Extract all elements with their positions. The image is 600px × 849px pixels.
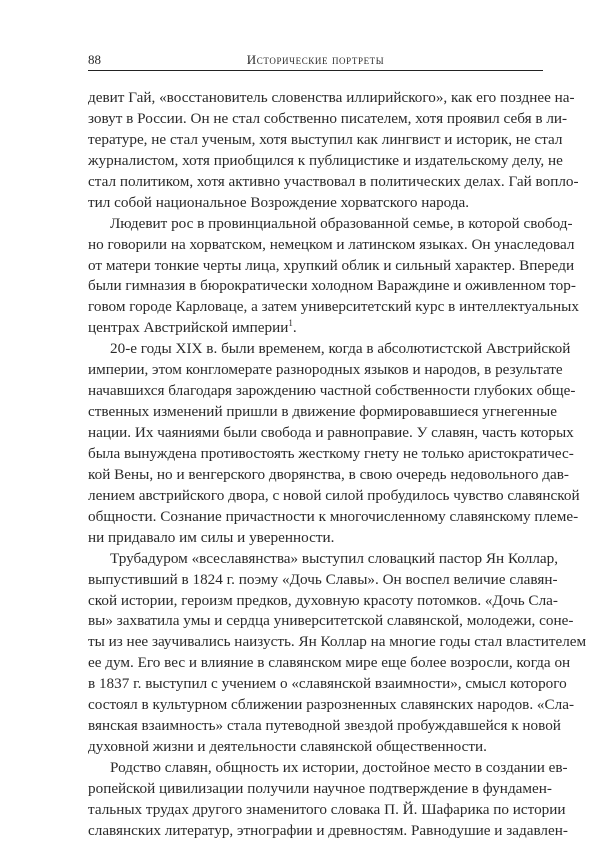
text-line — [88, 528, 543, 549]
text-line — [88, 151, 563, 172]
text-line — [88, 193, 543, 214]
line-text: тературе, не стал ученым, хотя выступил как лингвист и историк, не стал — [88, 130, 563, 148]
text-line — [88, 172, 579, 193]
line-text: ни придавало им силы и уверенности. — [88, 528, 335, 546]
text-line — [88, 779, 552, 800]
paragraph — [88, 88, 579, 214]
text-line — [88, 423, 574, 444]
line-text: кой Вены, но и венгерского дворянства, в свою очередь недовольного дав- — [88, 465, 569, 483]
body-text — [88, 88, 587, 842]
text-line — [88, 256, 575, 277]
paragraph — [88, 339, 580, 548]
line-text: ственных изменений пришли в движение формировавшиеся угнегенные — [88, 403, 557, 421]
page-number: 88 — [88, 52, 101, 67]
line-text: стал политиком, хотя активно участвовал в политических делах. Гай вопло- — [88, 172, 579, 190]
text-line — [88, 318, 543, 339]
text-line — [88, 758, 568, 779]
text-line — [88, 214, 573, 235]
paragraph — [88, 758, 568, 842]
text-line — [88, 276, 576, 297]
text-line — [88, 360, 563, 381]
text-line — [88, 109, 568, 130]
running-header — [88, 50, 543, 71]
line-text: ропейской цивилизации получили научное подтверждение в фундамен- — [88, 779, 552, 797]
line-text: вянская взаимность» стала путеводной звездой пробуждавшейся к новой — [88, 717, 561, 735]
footnote-mark[interactable]: 1 — [288, 318, 293, 329]
line-text: центрах Австрийской империи — [88, 319, 289, 337]
paragraph — [88, 214, 579, 340]
text-line — [88, 444, 574, 465]
text-line — [88, 88, 575, 109]
line-text: 20-е годы XIX в. были временем, когда в абсолютистской Австрийской — [110, 340, 571, 358]
line-text: ты из нее заучивались наизусть. Ян Коллар на многие годы стал властителем — [88, 633, 587, 651]
line-text: Людевит рос в провинциальной образованной семье, в которой свобод- — [110, 214, 573, 232]
text-line — [88, 821, 568, 842]
text-line — [88, 486, 580, 507]
line-text: от матери тонкие черты лица, хрупкий облик и сильный характер. Впереди — [88, 256, 575, 274]
text-line — [88, 674, 567, 695]
line-text: были гимназия в бюрократически холодном Вараждине и оживленном тор- — [88, 277, 576, 295]
text-line — [88, 507, 579, 528]
text-line — [88, 570, 558, 591]
text-line — [88, 632, 587, 653]
text-line — [88, 381, 576, 402]
line-text: славянских литератур, этнографии и древностям. Равнодушие и задавлен- — [88, 821, 568, 839]
line-text: выпустивший в 1824 г. поэму «Дочь Славы». Он воспел величие славян- — [88, 570, 558, 588]
line-text: состоял в культурном сближении разрозненных славянских народов. «Сла- — [88, 696, 575, 714]
line-text: в 1837 г. выступил с учением о «славянской взаимности», смысл которого — [88, 675, 567, 693]
text-line — [88, 130, 563, 151]
line-text: журналистом, хотя приобщился к публицистике и издательскому делу, не — [88, 151, 563, 169]
text-line — [88, 737, 543, 758]
line-text: духовной жизни и деятельности славянской общественности. — [88, 738, 487, 756]
text-line — [88, 695, 575, 716]
text-line — [88, 297, 579, 318]
text-line — [88, 549, 559, 570]
line-text: была вынуждена противостоять жесткому гнету не только аристократичес- — [88, 444, 574, 462]
line-text: вы» захватила умы и сердца университетской славянской, молодежи, соне- — [88, 612, 574, 630]
line-text: Родство славян, общность их истории, достойное место в создании ев- — [110, 759, 568, 776]
line-text: общности. Сознание причастности к многочисленному славянскому племе- — [88, 507, 579, 525]
line-text: нации. Их чаяниями были свобода и равноправие. У славян, часть которых — [88, 424, 574, 441]
line-text: начавшихся благодаря зарождению частной собственности глубоких обще- — [88, 382, 576, 400]
line-text: тил собой национальное Возрождение хорватского народа. — [88, 193, 470, 211]
line-text: ской истории, героизм предков, духовную красоту потомков. «Дочь Сла- — [88, 591, 558, 609]
line-text: империи, этом конгломерате разнородных языков и народов, в результате — [88, 361, 563, 379]
text-line — [88, 235, 575, 256]
text-line — [88, 465, 569, 486]
running-title: Исторические портреты — [246, 52, 385, 67]
line-text: Трубадуром «всеславянства» выступил словацкий пастор Ян Коллар, — [110, 549, 559, 567]
line-text: ее дум. Его вес и влияние в славянском мире еще более возросли, когда он — [88, 654, 571, 672]
text-line — [88, 653, 571, 674]
line-text: девит Гай, «восстановитель словенства иллирийского», как его позднее на- — [88, 89, 575, 106]
text-line — [88, 402, 557, 423]
punctuation: . — [292, 319, 297, 337]
text-line — [88, 591, 558, 612]
text-line — [88, 339, 571, 360]
paragraph — [88, 549, 587, 758]
line-text: говом городе Карловаце, а затем университетский курс в интеллектуальных — [88, 298, 579, 316]
text-line — [88, 716, 561, 737]
line-text: но говорили на хорватском, немецком и латинском языках. Он унаследовал — [88, 235, 575, 253]
line-text: тальных трудах другого знаменитого словака П. Й. Шафарика по истории — [88, 800, 566, 818]
line-text: зовут в России. Он не стал собственно писателем, хотя проявил себя в ли- — [88, 109, 568, 127]
text-line — [88, 611, 574, 632]
text-line — [88, 800, 566, 821]
line-text: лением австрийского двора, с новой силой пробудилось чувство славянской — [88, 486, 580, 504]
